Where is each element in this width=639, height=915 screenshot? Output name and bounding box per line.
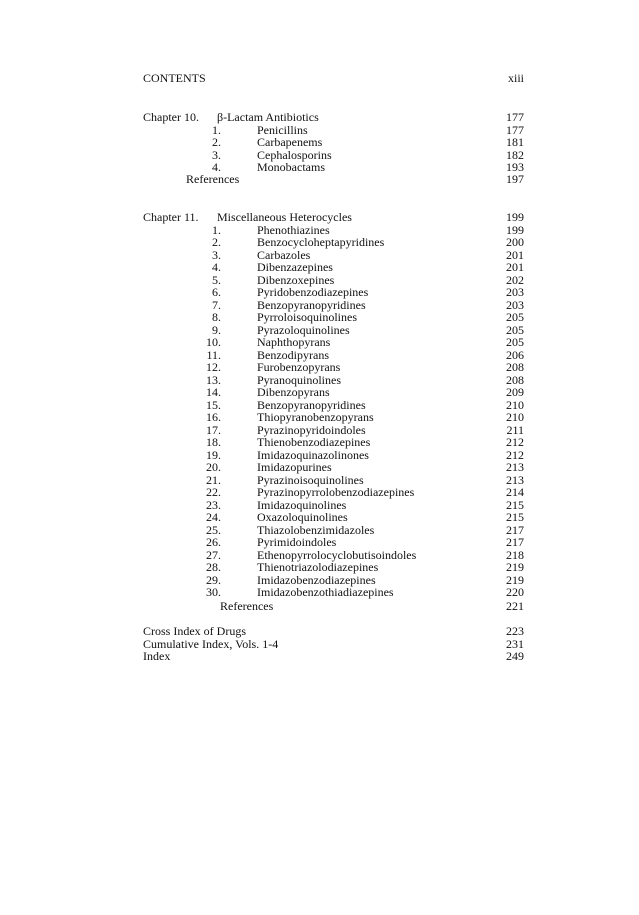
- chapter-10-title: β-Lactam Antibiotics: [217, 110, 319, 124]
- toc-item-title: Pyridobenzodiazepines: [257, 285, 369, 299]
- toc-item-page: 211: [506, 422, 524, 437]
- toc-item-title: Imidazoquinazolinones: [257, 447, 369, 462]
- chapter-10-page: 177: [506, 110, 524, 124]
- toc-item-number: 16.: [206, 410, 221, 424]
- toc-item-page: 219: [506, 572, 524, 587]
- toc-item-title: Pyrroloisoquinolines: [257, 310, 358, 324]
- toc-item-page: 220: [506, 585, 524, 599]
- toc-item-title: Phenothiazines: [257, 222, 330, 237]
- toc-item-page: 205: [506, 335, 524, 349]
- toc-item-number: 27.: [206, 547, 221, 562]
- chapter-10-references-page: 197: [506, 172, 524, 186]
- back-matter-page: 223: [506, 624, 524, 638]
- toc-item-title: Imidazobenzothiadiazepines: [257, 585, 394, 599]
- toc-item-title: Cephalosporins: [257, 147, 332, 162]
- toc-item-page: 213: [506, 472, 524, 487]
- toc-item-page: 199: [506, 222, 524, 237]
- toc-item-number: 6.: [212, 285, 221, 299]
- toc-item-number: 13.: [206, 372, 221, 387]
- toc-item-title: Thiopyranobenzopyrans: [257, 410, 374, 424]
- toc-item-page: 213: [506, 460, 524, 474]
- toc-item-title: Oxazoloquinolines: [257, 510, 348, 524]
- toc-item-number: 4.: [212, 260, 221, 274]
- toc-item-page: 209: [506, 385, 524, 399]
- toc-item-title: Carbapenems: [257, 135, 323, 149]
- toc-item-title: Carbazoles: [257, 247, 311, 262]
- toc-item-title: Dibenzopyrans: [257, 385, 330, 399]
- toc-item-number: 1.: [212, 222, 221, 237]
- toc-item-number: 20.: [206, 460, 221, 474]
- toc-item-page: 217: [506, 522, 524, 537]
- toc-item-title: Penicillins: [257, 122, 308, 137]
- toc-item-title: Thienobenzodiazepines: [257, 435, 371, 449]
- back-matter-title: Index: [143, 649, 171, 663]
- toc-item-page: 214: [506, 485, 524, 499]
- chapter-10-label: Chapter 10.: [143, 110, 199, 124]
- toc-item-number: 1.: [212, 122, 221, 137]
- toc-item-title: Dibenzazepines: [257, 260, 333, 274]
- toc-item-number: 23.: [206, 497, 221, 512]
- toc-item-page: 215: [506, 497, 524, 512]
- toc-item-number: 22.: [206, 485, 221, 499]
- toc-item-title: Monobactams: [257, 160, 325, 174]
- page-number: xiii: [507, 71, 524, 85]
- toc-item-page: 212: [506, 447, 524, 462]
- chapter-11-label: Chapter 11.: [143, 210, 199, 224]
- toc-item-number: 26.: [206, 535, 221, 549]
- toc-item-number: 8.: [212, 310, 221, 324]
- toc-item-number: 9.: [212, 322, 221, 337]
- toc-item-page: 205: [506, 322, 524, 337]
- toc-item-page: 208: [506, 360, 524, 374]
- toc-item-title: Dibenzoxepines: [257, 272, 335, 287]
- toc-item-page: 177: [506, 122, 524, 137]
- chapter-10-references-label: References: [186, 172, 240, 186]
- chapter-11-references-page: 221: [506, 599, 524, 613]
- toc-item-page: 202: [506, 272, 524, 287]
- toc-item-title: Imidazobenzodiazepines: [257, 572, 376, 587]
- toc-item-number: 4.: [212, 160, 221, 174]
- toc-item-number: 7.: [212, 297, 221, 312]
- toc-item-page: 218: [506, 547, 524, 562]
- toc-item-page: 219: [506, 560, 524, 574]
- toc-item-number: 29.: [206, 572, 221, 587]
- toc-item-number: 18.: [206, 435, 221, 449]
- toc-item-number: 3.: [212, 247, 221, 262]
- toc-item-page: 215: [506, 510, 524, 524]
- toc-item-number: 3.: [212, 147, 221, 162]
- toc-item-number: 11.: [206, 347, 221, 362]
- toc-item-page: 210: [506, 410, 524, 424]
- toc-item-title: Pyrazinopyrrolobenzodiazepines: [257, 485, 415, 499]
- toc-item-title: Naphthopyrans: [257, 335, 331, 349]
- toc-item-title: Ethenopyrrolocyclobutisoindoles: [257, 547, 417, 562]
- toc-item-page: 217: [506, 535, 524, 549]
- toc-item-number: 14.: [206, 385, 221, 399]
- toc-item-page: 193: [506, 160, 524, 174]
- toc-item-page: 208: [506, 372, 524, 387]
- toc-item-title: Benzopyranopyridines: [257, 297, 366, 312]
- chapter-11-title: Miscellaneous Heterocycles: [217, 210, 352, 224]
- back-matter-page: 249: [506, 649, 524, 663]
- toc-item-page: 203: [506, 297, 524, 312]
- toc-item-number: 2.: [212, 235, 221, 249]
- toc-item-page: 182: [506, 147, 524, 162]
- toc-item-page: 205: [506, 310, 524, 324]
- toc-item-number: 30.: [206, 585, 221, 599]
- toc-item-number: 2.: [212, 135, 221, 149]
- toc-item-title: Imidazopurines: [257, 460, 332, 474]
- toc-item-number: 19.: [206, 447, 221, 462]
- toc-item-title: Pyranoquinolines: [257, 372, 341, 387]
- toc-item-number: 24.: [206, 510, 221, 524]
- toc-item-page: 200: [506, 235, 524, 249]
- toc-item-title: Benzopyranopyridines: [257, 397, 366, 412]
- toc-item-number: 25.: [206, 522, 221, 537]
- toc-item-title: Pyrazinoisoquinolines: [257, 472, 364, 487]
- toc-item-page: 210: [506, 397, 524, 412]
- chapter-11-page: 199: [506, 210, 524, 224]
- toc-item-number: 21.: [206, 472, 221, 487]
- page-title: CONTENTS: [143, 71, 206, 85]
- toc-item-number: 5.: [212, 272, 221, 287]
- toc-item-number: 28.: [206, 560, 221, 574]
- toc-item-number: 15.: [206, 397, 221, 412]
- toc-item-title: Thiazolobenzimidazoles: [257, 522, 375, 537]
- toc-item-page: 201: [506, 247, 524, 262]
- back-matter-title: Cross Index of Drugs: [143, 624, 246, 638]
- toc-item-number: 10.: [206, 335, 221, 349]
- chapter-11-references-label: References: [220, 599, 274, 613]
- toc-item-title: Imidazoquinolines: [257, 497, 347, 512]
- toc-item-number: 17.: [206, 422, 221, 437]
- toc-item-title: Pyrazoloquinolines: [257, 322, 350, 337]
- toc-item-title: Furobenzopyrans: [257, 360, 341, 374]
- toc-item-page: 203: [506, 285, 524, 299]
- toc-item-page: 212: [506, 435, 524, 449]
- back-matter-title: Cumulative Index, Vols. 1-4: [143, 636, 279, 651]
- back-matter-page: 231: [506, 636, 524, 651]
- toc-item-title: Benzocycloheptapyridines: [257, 235, 385, 249]
- toc-item-title: Pyrazinopyridoindoles: [257, 422, 366, 437]
- toc-item-title: Pyrimidoindoles: [257, 535, 337, 549]
- toc-item-page: 181: [506, 135, 524, 149]
- toc-item-number: 12.: [206, 360, 221, 374]
- toc-item-title: Thienotriazolodiazepines: [257, 560, 379, 574]
- toc-item-title: Benzodipyrans: [257, 347, 329, 362]
- toc-item-page: 206: [506, 347, 524, 362]
- toc-item-page: 201: [506, 260, 524, 274]
